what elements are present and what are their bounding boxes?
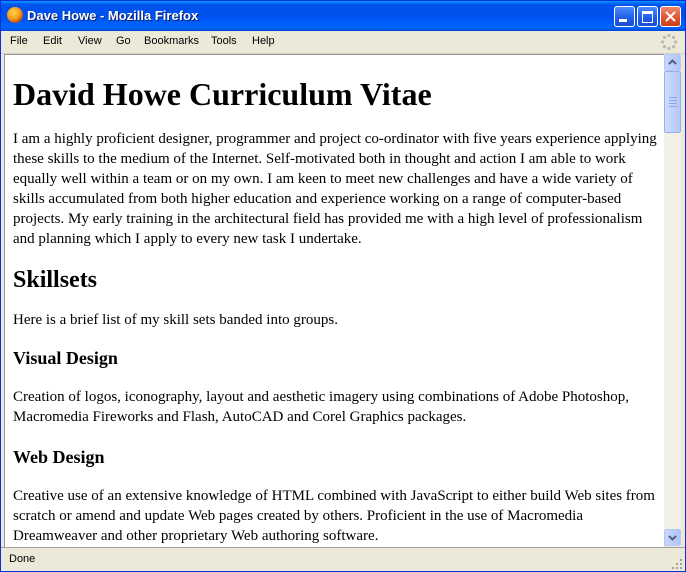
menu-view[interactable]: View [78, 35, 102, 47]
resize-grip-icon[interactable] [671, 558, 683, 570]
document-body [13, 55, 659, 546]
vertical-scrollbar[interactable] [664, 54, 681, 546]
arrow-up-icon [665, 55, 680, 70]
scroll-thumb[interactable] [664, 71, 681, 133]
menu-bar [1, 31, 685, 54]
web-design-text: Creative use of an extensive knowledge of HTML combined with JavaScript to either build Web sites from scratch or amend and update Web pages created by others. Proficient in the use of Macromedia Dreamweaver and other proprietary Web authoring software. [13, 488, 655, 544]
firefox-icon [7, 7, 23, 23]
skillsets-heading: Skillsets [13, 267, 98, 293]
page-title: David Howe Curriculum Vitae [13, 76, 432, 112]
visual-design-text: Creation of logos, iconography, layout and aesthetic imagery using combinations of Adobe Photoshop, Macromedia Fireworks and Flash, AutoCAD and Corel Graphics packages. [13, 389, 630, 425]
menu-help[interactable]: Help [252, 35, 275, 47]
menu-file[interactable]: File [10, 35, 28, 47]
minimize-button[interactable] [614, 6, 635, 27]
visual-design-heading: Visual Design [13, 348, 118, 368]
page-content[interactable] [4, 54, 664, 547]
close-icon [665, 11, 676, 22]
scroll-up-button[interactable] [664, 54, 681, 71]
title-bar[interactable] [1, 1, 685, 31]
intro-paragraph: I am a highly proficient designer, programmer and project co-ordinator with five years experience applying these skills to the medium of the Internet. Self-motivated both in thought and action I am able to work equally well within a team or on my own. I am keen to meet new challenges and have a wide variety of skills accumulated from both higher education and experience working on a range of computer-based projects. My early training in the architectural field has provided me with a high level of professionalism and planning which I apply to every new task I undertake. [13, 131, 657, 247]
skillsets-intro: Here is a brief list of my skill sets banded into groups. [13, 312, 338, 328]
arrow-down-icon [665, 530, 680, 545]
web-design-heading: Web Design [13, 447, 105, 467]
close-button[interactable] [660, 6, 681, 27]
menu-bookmarks[interactable]: Bookmarks [144, 35, 200, 47]
status-bar [1, 547, 685, 572]
maximize-button[interactable] [637, 6, 658, 27]
menu-edit[interactable]: Edit [43, 35, 62, 47]
status-text: Done [9, 553, 36, 565]
window-title: Dave Howe - Mozilla Firefox [27, 8, 199, 23]
throbber-icon [660, 33, 678, 51]
menu-go[interactable]: Go [116, 35, 131, 47]
menu-tools[interactable]: Tools [211, 35, 237, 47]
scroll-down-button[interactable] [664, 529, 681, 546]
